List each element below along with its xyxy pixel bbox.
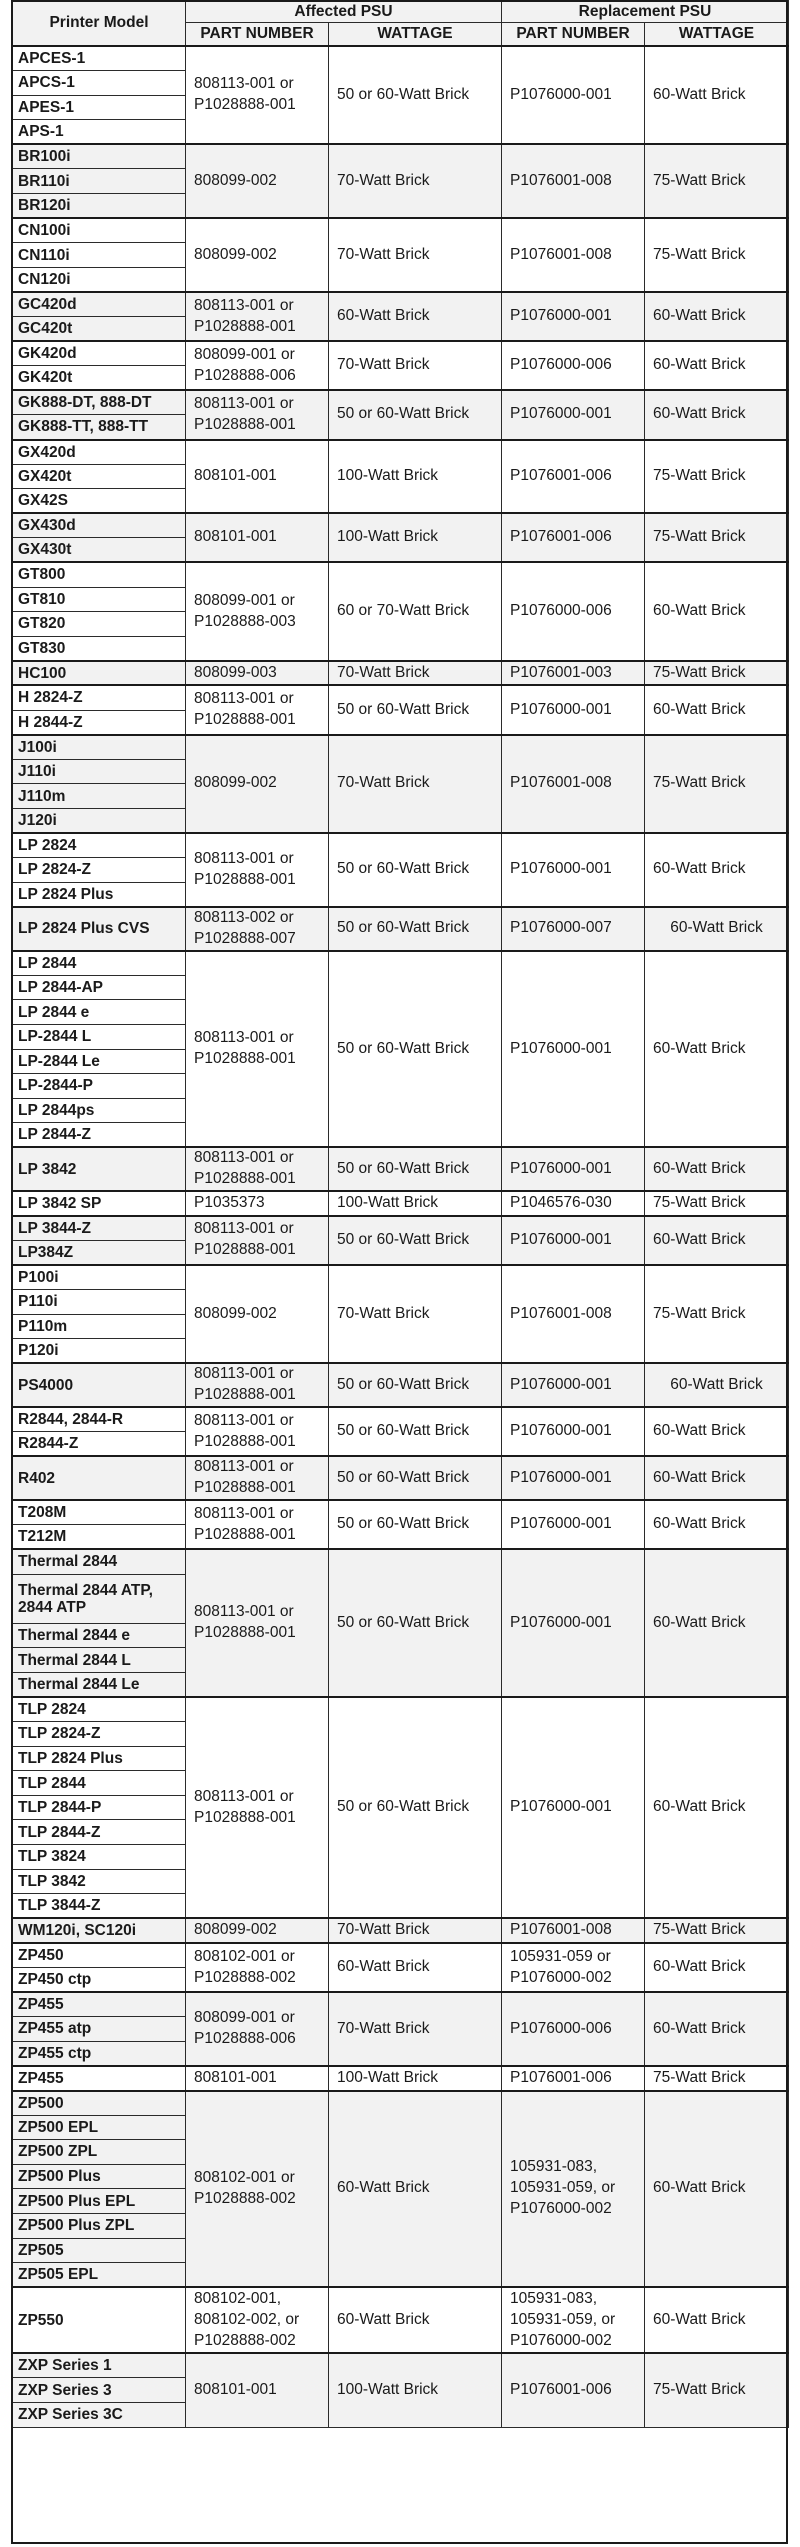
affected-part-number-cell: 808101-001 [186,440,329,514]
affected-part-number-cell: 808113-001 or P1028888-001 [186,833,329,907]
printer-model-cell: ZP505 [13,2238,186,2263]
table-row [13,218,789,243]
replacement-part-number-header: PART NUMBER [502,23,645,47]
affected-wattage-cell: 100-Watt Brick [329,2066,502,2091]
printer-group [13,1918,789,1943]
replacement-wattage-cell: 60-Watt Brick [645,685,789,734]
replacement-part-number-cell: P1076000-001 [502,1549,645,1697]
table-row [13,292,789,317]
table-row [13,341,789,366]
replacement-wattage-cell: 75-Watt Brick [645,440,789,514]
printer-model-cell: GC420t [13,317,186,342]
affected-part-number-cell: 808102-001 or P1028888-002 [186,1943,329,1992]
affected-wattage-cell: 70-Watt Brick [329,735,502,833]
replacement-wattage-cell: 60-Watt Brick [645,1549,789,1697]
printer-model-cell: BR110i [13,169,186,194]
printer-model-cell: ZP450 ctp [13,1968,186,1993]
affected-part-number-cell: 808113-001 or P1028888-001 [186,390,329,439]
affected-wattage-cell: 60-Watt Brick [329,2091,502,2288]
printer-model-cell: TLP 2824 Plus [13,1746,186,1771]
table-row [13,1407,789,1432]
printer-model-cell: TLP 2824-Z [13,1722,186,1747]
affected-wattage-cell: 100-Watt Brick [329,440,502,514]
affected-wattage-cell: 50 or 60-Watt Brick [329,1216,502,1265]
printer-group [13,1549,789,1697]
affected-wattage-cell: 60-Watt Brick [329,292,502,341]
replacement-part-number-cell: P1076001-008 [502,735,645,833]
printer-group [13,1456,789,1500]
printer-model-cell: R2844-Z [13,1432,186,1457]
replacement-wattage-header: WATTAGE [645,23,789,47]
printer-model-cell: HC100 [13,661,186,686]
affected-wattage-cell: 70-Watt Brick [329,1918,502,1943]
printer-model-cell: LP 2824 Plus [13,882,186,907]
printer-model-cell: ZP455 [13,2066,186,2091]
affected-part-number-cell: 808099-001 or P1028888-006 [186,341,329,390]
printer-model-cell: H 2844-Z [13,710,186,735]
replacement-wattage-cell: 75-Watt Brick [645,2353,789,2427]
printer-model-header: Printer Model [13,1,186,47]
replacement-wattage-cell: 60-Watt Brick [645,907,789,951]
printer-model-cell: P120i [13,1339,186,1364]
replacement-part-number-cell: 105931-083, 105931-059, or P1076000-002 [502,2091,645,2288]
printer-model-cell: Thermal 2844 [13,1549,186,1574]
affected-part-number-cell: 808113-002 or P1028888-007 [186,907,329,951]
printer-model-cell: T212M [13,1525,186,1550]
affected-wattage-cell: 60-Watt Brick [329,1943,502,1992]
affected-psu-header: Affected PSU [186,1,502,23]
replacement-wattage-cell: 60-Watt Brick [645,1500,789,1549]
affected-wattage-cell: 70-Watt Brick [329,341,502,390]
affected-wattage-cell: 50 or 60-Watt Brick [329,46,502,144]
replacement-wattage-cell: 60-Watt Brick [645,833,789,907]
affected-part-number-cell: 808101-001 [186,2353,329,2427]
printer-model-cell: TLP 2844-P [13,1795,186,1820]
affected-part-number-cell: 808101-001 [186,2066,329,2091]
affected-wattage-cell: 70-Watt Brick [329,1992,502,2066]
replacement-part-number-cell: P1076001-006 [502,513,645,562]
printer-model-cell: ZP455 ctp [13,2041,186,2066]
table-row [13,2066,789,2091]
printer-model-cell: BR120i [13,194,186,219]
table-row [13,1500,789,1525]
printer-model-cell: LP 2824-Z [13,858,186,883]
printer-model-cell: ZP500 EPL [13,2115,186,2140]
printer-model-cell: J120i [13,808,186,833]
table-row [13,685,789,710]
printer-group [13,907,789,951]
table-row [13,144,789,169]
replacement-wattage-cell: 60-Watt Brick [645,341,789,390]
affected-part-number-cell: 808113-001 or P1028888-001 [186,292,329,341]
printer-group [13,1191,789,1216]
printer-group [13,1265,789,1363]
replacement-part-number-cell: P1076000-001 [502,1500,645,1549]
printer-model-cell: ZP500 ZPL [13,2140,186,2165]
printer-group [13,1216,789,1265]
replacement-wattage-cell: 60-Watt Brick [645,1216,789,1265]
affected-part-number-cell: 808099-002 [186,735,329,833]
affected-part-number-cell: 808113-001 or P1028888-001 [186,1549,329,1697]
printer-model-cell: ZP500 Plus EPL [13,2189,186,2214]
printer-model-cell: ZP455 atp [13,2017,186,2042]
replacement-wattage-cell: 75-Watt Brick [645,1191,789,1216]
printer-group [13,2066,789,2091]
affected-wattage-cell: 70-Watt Brick [329,1265,502,1363]
printer-model-cell: CN110i [13,243,186,268]
printer-model-cell: LP 2844 e [13,1000,186,1025]
affected-part-number-cell: 808113-001 or P1028888-001 [186,1407,329,1456]
printer-model-cell: APCES-1 [13,46,186,71]
table-row [13,907,789,951]
printer-model-cell: P110m [13,1314,186,1339]
printer-model-cell: ZP500 Plus [13,2164,186,2189]
printer-model-cell: H 2824-Z [13,685,186,710]
replacement-part-number-cell: P1076000-006 [502,562,645,660]
printer-model-cell: LP 3844-Z [13,1216,186,1241]
printer-model-cell: ZP500 Plus ZPL [13,2213,186,2238]
printer-model-cell: Thermal 2844 ATP, 2844 ATP [13,1574,186,1623]
printer-group [13,1363,789,1407]
affected-wattage-cell: 70-Watt Brick [329,218,502,292]
replacement-part-number-cell: P1076000-001 [502,1363,645,1407]
printer-group [13,218,789,292]
affected-part-number-cell: 808113-001 or P1028888-001 [186,951,329,1148]
affected-part-number-cell: 808113-001 or P1028888-001 [186,685,329,734]
table-row [13,1943,789,1968]
affected-wattage-cell: 50 or 60-Watt Brick [329,1697,502,1918]
replacement-part-number-cell: P1076001-008 [502,1265,645,1363]
replacement-wattage-cell: 60-Watt Brick [645,1943,789,1992]
printer-model-cell: GT800 [13,562,186,587]
printer-model-cell: GK420t [13,366,186,391]
printer-group [13,390,789,439]
printer-model-cell: ZP455 [13,1992,186,2017]
replacement-wattage-cell: 60-Watt Brick [645,2287,789,2353]
printer-group [13,562,789,660]
printer-model-cell: LP 3842 SP [13,1191,186,1216]
affected-wattage-cell: 50 or 60-Watt Brick [329,833,502,907]
table-row [13,1549,789,1574]
printer-model-cell: GT820 [13,612,186,637]
replacement-wattage-cell: 60-Watt Brick [645,1992,789,2066]
replacement-wattage-cell: 60-Watt Brick [645,562,789,660]
printer-group [13,144,789,218]
printer-group [13,2287,789,2353]
affected-part-number-cell: 808113-001 or P1028888-001 [186,1147,329,1191]
printer-model-cell: LP 3842 [13,1147,186,1191]
printer-group [13,440,789,514]
affected-wattage-cell: 100-Watt Brick [329,513,502,562]
affected-wattage-cell: 60 or 70-Watt Brick [329,562,502,660]
printer-model-cell: LP-2844-P [13,1074,186,1099]
printer-model-cell: J110i [13,759,186,784]
printer-model-cell: LP 2824 Plus CVS [13,907,186,951]
printer-model-cell: APS-1 [13,120,186,145]
replacement-part-number-cell: P1076001-003 [502,661,645,686]
replacement-wattage-cell: 60-Watt Brick [645,1147,789,1191]
printer-model-cell: LP384Z [13,1240,186,1265]
printer-model-cell: TLP 3844-Z [13,1894,186,1919]
table-row [13,440,789,465]
replacement-part-number-cell: P1076000-001 [502,1456,645,1500]
printer-model-cell: LP 2844 [13,951,186,976]
printer-model-cell: GK420d [13,341,186,366]
printer-model-cell: LP-2844 Le [13,1049,186,1074]
printer-group [13,1407,789,1456]
printer-model-cell: J110m [13,784,186,809]
printer-model-cell: TLP 2844 [13,1771,186,1796]
affected-wattage-cell: 70-Watt Brick [329,661,502,686]
table-row [13,2091,789,2116]
printer-model-cell: Thermal 2844 e [13,1623,186,1648]
printer-model-cell: BR100i [13,144,186,169]
printer-model-cell: TLP 3842 [13,1869,186,1894]
replacement-part-number-cell: P1076000-006 [502,1992,645,2066]
replacement-part-number-cell: 105931-059 or P1076000-002 [502,1943,645,1992]
printer-model-cell: R402 [13,1456,186,1500]
printer-model-cell: GK888-TT, 888-TT [13,415,186,440]
printer-group [13,2091,789,2288]
replacement-part-number-cell: P1076001-006 [502,2066,645,2091]
table-row [13,1918,789,1943]
table-row [13,1265,789,1290]
affected-wattage-cell: 50 or 60-Watt Brick [329,685,502,734]
printer-model-cell: ZP550 [13,2287,186,2353]
affected-wattage-cell: 50 or 60-Watt Brick [329,1456,502,1500]
affected-wattage-cell: 50 or 60-Watt Brick [329,1407,502,1456]
printer-model-cell: LP 2844-AP [13,975,186,1000]
affected-wattage-cell: 50 or 60-Watt Brick [329,390,502,439]
printer-model-cell: PS4000 [13,1363,186,1407]
affected-wattage-cell: 100-Watt Brick [329,1191,502,1216]
affected-part-number-cell: 808099-002 [186,144,329,218]
printer-group [13,735,789,833]
printer-model-cell: R2844, 2844-R [13,1407,186,1432]
table-row [13,1191,789,1216]
table-row [13,513,789,538]
table-row [13,833,789,858]
table-row [13,1456,789,1500]
printer-model-cell: LP 2824 [13,833,186,858]
replacement-wattage-cell: 75-Watt Brick [645,218,789,292]
printer-model-cell: TLP 3824 [13,1845,186,1870]
replacement-part-number-cell: P1076000-001 [502,833,645,907]
replacement-part-number-cell: P1076000-006 [502,341,645,390]
replacement-wattage-cell: 75-Watt Brick [645,513,789,562]
printer-model-cell: APES-1 [13,95,186,120]
affected-part-number-cell: 808113-001 or P1028888-001 [186,1456,329,1500]
table-row [13,661,789,686]
replacement-part-number-cell: P1076001-006 [502,2353,645,2427]
psu-compatibility-table [12,0,789,2428]
affected-part-number-cell: 808102-001, 808102-002, or P1028888-002 [186,2287,329,2353]
replacement-wattage-cell: 75-Watt Brick [645,1918,789,1943]
affected-wattage-cell: 60-Watt Brick [329,2287,502,2353]
printer-model-cell: APCS-1 [13,71,186,96]
printer-group [13,661,789,686]
replacement-wattage-cell: 75-Watt Brick [645,2066,789,2091]
affected-part-number-cell: 808099-001 or P1028888-006 [186,1992,329,2066]
printer-group [13,685,789,734]
printer-group [13,292,789,341]
printer-model-cell: Thermal 2844 Le [13,1672,186,1697]
printer-model-cell: WM120i, SC120i [13,1918,186,1943]
printer-model-cell: GX420t [13,464,186,489]
printer-group [13,1943,789,1992]
replacement-psu-header: Replacement PSU [502,1,789,23]
replacement-part-number-cell: P1076000-001 [502,46,645,144]
replacement-wattage-cell: 60-Watt Brick [645,46,789,144]
replacement-wattage-cell: 60-Watt Brick [645,390,789,439]
replacement-part-number-cell: P1076000-001 [502,685,645,734]
affected-wattage-cell: 100-Watt Brick [329,2353,502,2427]
affected-part-number-cell: 808099-003 [186,661,329,686]
replacement-wattage-cell: 60-Watt Brick [645,951,789,1148]
printer-model-cell: ZP505 EPL [13,2263,186,2288]
printer-model-cell: ZXP Series 3 [13,2378,186,2403]
table-row [13,1697,789,1722]
affected-part-number-cell: 808099-002 [186,218,329,292]
affected-part-number-cell: 808113-001 or P1028888-001 [186,46,329,144]
printer-group [13,2353,789,2427]
printer-model-cell: GT830 [13,636,186,661]
affected-wattage-cell: 70-Watt Brick [329,144,502,218]
replacement-part-number-cell: P1076000-001 [502,951,645,1148]
printer-model-cell: LP-2844 L [13,1024,186,1049]
printer-model-cell: ZXP Series 1 [13,2353,186,2378]
printer-model-cell: GX430t [13,538,186,563]
replacement-wattage-cell: 75-Watt Brick [645,1265,789,1363]
replacement-wattage-cell: 60-Watt Brick [645,292,789,341]
replacement-part-number-cell: P1076000-001 [502,1697,645,1918]
printer-group [13,951,789,1148]
replacement-wattage-cell: 60-Watt Brick [645,1407,789,1456]
table-row [13,46,789,71]
printer-model-cell: CN120i [13,267,186,292]
replacement-part-number-cell: P1076000-001 [502,1407,645,1456]
replacement-wattage-cell: 60-Watt Brick [645,1456,789,1500]
printer-model-cell: LP 2844ps [13,1098,186,1123]
table-row [13,735,789,760]
printer-group [13,1992,789,2066]
table-row [13,2287,789,2353]
printer-model-cell: LP 2844-Z [13,1123,186,1148]
printer-group [13,1697,789,1918]
replacement-wattage-cell: 75-Watt Brick [645,661,789,686]
affected-wattage-cell: 50 or 60-Watt Brick [329,907,502,951]
replacement-part-number-cell: P1076001-008 [502,218,645,292]
replacement-part-number-cell: P1076000-001 [502,390,645,439]
table-row [13,390,789,415]
replacement-wattage-cell: 60-Watt Brick [645,2091,789,2288]
affected-part-number-cell: 808099-002 [186,1918,329,1943]
replacement-wattage-cell: 75-Watt Brick [645,735,789,833]
printer-model-cell: GK888-DT, 888-DT [13,390,186,415]
affected-wattage-cell: 50 or 60-Watt Brick [329,1500,502,1549]
printer-group [13,833,789,907]
affected-part-number-cell: 808099-002 [186,1265,329,1363]
affected-wattage-cell: 50 or 60-Watt Brick [329,1363,502,1407]
printer-model-cell: P100i [13,1265,186,1290]
printer-model-cell: GC420d [13,292,186,317]
printer-model-cell: TLP 2824 [13,1697,186,1722]
replacement-wattage-cell: 75-Watt Brick [645,144,789,218]
affected-part-number-cell: P1035373 [186,1191,329,1216]
printer-model-cell: GX420d [13,440,186,465]
replacement-part-number-cell: P1076000-001 [502,292,645,341]
printer-model-cell: TLP 2844-Z [13,1820,186,1845]
printer-model-cell: Thermal 2844 L [13,1648,186,1673]
printer-model-cell: T208M [13,1500,186,1525]
table-row [13,1992,789,2017]
printer-model-cell: ZP450 [13,1943,186,1968]
affected-part-number-cell: 808113-001 or P1028888-001 [186,1697,329,1918]
table-row [13,562,789,587]
printer-group [13,513,789,562]
table-row [13,1363,789,1407]
printer-model-cell: ZXP Series 3C [13,2402,186,2427]
printer-model-cell: J100i [13,735,186,760]
affected-part-number-cell: 808102-001 or P1028888-002 [186,2091,329,2288]
printer-group [13,1147,789,1191]
affected-part-number-header: PART NUMBER [186,23,329,47]
affected-part-number-cell: 808113-001 or P1028888-001 [186,1500,329,1549]
replacement-part-number-cell: P1076000-001 [502,1147,645,1191]
affected-wattage-header: WATTAGE [329,23,502,47]
affected-part-number-cell: 808113-001 or P1028888-001 [186,1363,329,1407]
replacement-part-number-cell: P1076001-008 [502,1918,645,1943]
replacement-part-number-cell: P1076000-001 [502,1216,645,1265]
affected-wattage-cell: 50 or 60-Watt Brick [329,951,502,1148]
printer-model-cell: GX430d [13,513,186,538]
replacement-wattage-cell: 60-Watt Brick [645,1697,789,1918]
printer-model-cell: GT810 [13,587,186,612]
table-row [13,951,789,976]
table-row [13,2353,789,2378]
affected-part-number-cell: 808099-001 or P1028888-003 [186,562,329,660]
replacement-part-number-cell: P1076001-006 [502,440,645,514]
table-row [13,1147,789,1191]
table-row [13,1216,789,1241]
printer-group [13,46,789,144]
affected-part-number-cell: 808113-001 or P1028888-001 [186,1216,329,1265]
affected-wattage-cell: 50 or 60-Watt Brick [329,1549,502,1697]
replacement-wattage-cell: 60-Watt Brick [645,1363,789,1407]
affected-wattage-cell: 50 or 60-Watt Brick [329,1147,502,1191]
printer-group [13,341,789,390]
replacement-part-number-cell: P1046576-030 [502,1191,645,1216]
printer-model-cell: CN100i [13,218,186,243]
replacement-part-number-cell: P1076001-008 [502,144,645,218]
affected-part-number-cell: 808101-001 [186,513,329,562]
printer-model-cell: P110i [13,1290,186,1315]
replacement-part-number-cell: 105931-083, 105931-059, or P1076000-002 [502,2287,645,2353]
printer-group [13,1500,789,1549]
printer-model-cell: ZP500 [13,2091,186,2116]
replacement-part-number-cell: P1076000-007 [502,907,645,951]
printer-model-cell: GX42S [13,489,186,514]
